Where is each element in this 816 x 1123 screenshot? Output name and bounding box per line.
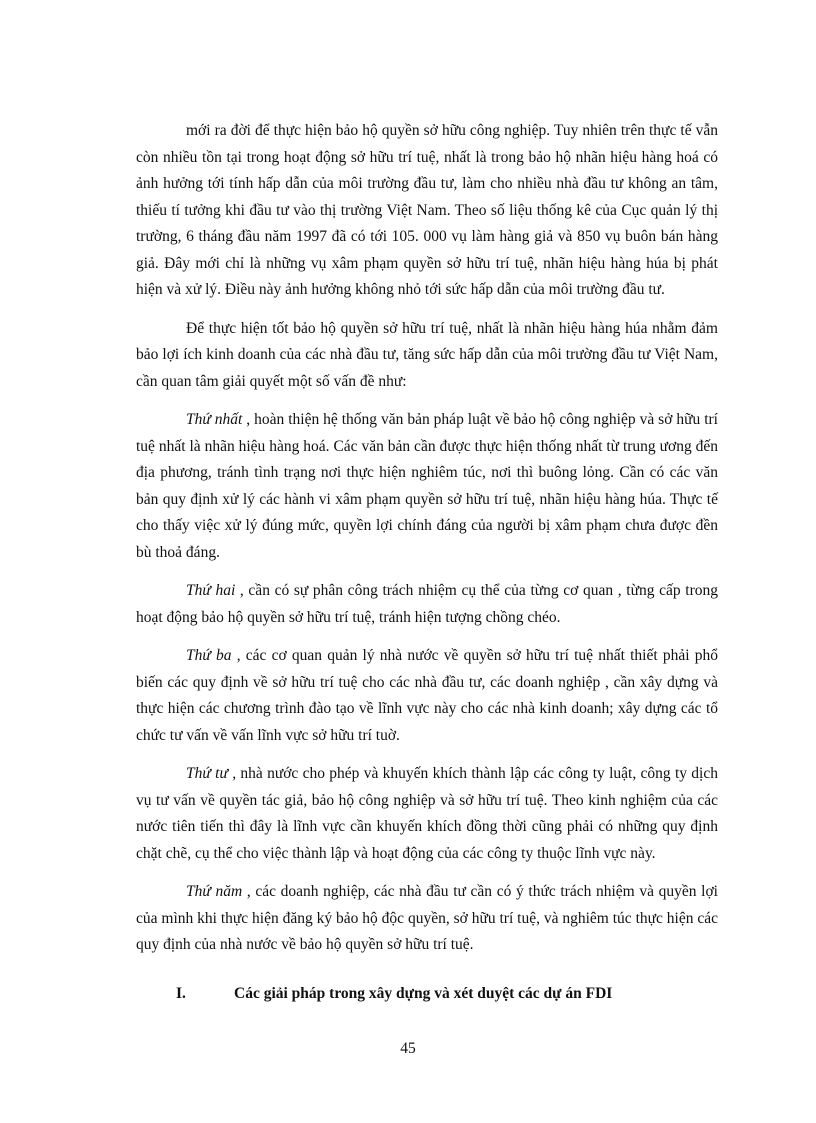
paragraph-lead: Thứ hai	[186, 582, 236, 599]
paragraph-thu-hai	[136, 578, 718, 631]
paragraph-lead: Thứ ba	[186, 647, 232, 664]
paragraph-lead: Thứ tư ,	[186, 765, 237, 782]
section-heading	[176, 985, 612, 1003]
paragraph-text: Để thực hiện tốt bảo hộ quyền sở hữu trí tuệ, nhất là nhãn hiệu hàng húa nhằm đảm bảo lợi ích kinh doanh của các nhà đầu tư, tăng sức hấp dẫn của môi trường đầu tư Việt Nam, cần quan tâm giải quyết một số vấn đề như:	[136, 319, 718, 390]
section-title: Các giải pháp trong xây dựng và xét duyệt các dự án FDI	[234, 985, 613, 1002]
paragraph-text: , hoàn thiện hệ thống văn bản pháp luật về bảo hộ công nghiệp và sở hữu trí tuệ nhất là nhãn hiệu hàng hoá. Các văn bản cần được thực hiện thống nhất từ trung ương đến địa phương, tránh tình trạng nơi thực hiện nghiêm túc, nơi thì buông lỏng. Cần có các văn bản quy định xử lý các hành vi xâm phạm quyền sở hữu trí tuệ, nhãn hiệu hàng húa. Thực tế cho thấy việc xử lý đúng mức, quyền lợi chính đáng của người bị xâm phạm chưa được đền bù thoả đáng.	[136, 411, 718, 561]
paragraph-text: , các doanh nghiệp, các nhà đầu tư cần có ý thức trách nhiệm và quyền lợi của mình khi thực hiện đăng ký bảo hộ độc quyền, sở hữu trí tuệ, và nghiêm túc thực hiện các quy định của nhà nước về bảo hộ quyền sở hữu trí tuệ.	[136, 883, 718, 953]
paragraph-thu-tu	[136, 761, 718, 867]
paragraph-lead: Thứ nhất	[186, 411, 243, 428]
paragraph-text: , các cơ quan quản lý nhà nước về quyền sở hữu trí tuệ nhất thiết phải phổ biến các quy định về sở hữu trí tuệ cho các nhà đầu tư, các doanh nghiệp , cần xây dựng và thực hiện các chương trình đào tạo về lĩnh vực này cho các nhà kinh doanh; xây dựng các tổ chức tư vấn về vấn lĩnh vực sở hữu trí tuờ.	[136, 647, 718, 744]
page-number: 45	[400, 1040, 416, 1057]
paragraph-2	[136, 316, 718, 396]
paragraph-1	[136, 118, 718, 304]
paragraph-thu-nam	[136, 879, 718, 959]
paragraph-thu-ba	[136, 643, 718, 749]
paragraph-text: nhà nước cho phép và khuyến khích thành lập các công ty luật, công ty dịch vụ tư vấn về quyền tác giả, bảo hộ công nghiệp và sở hữu trí tuệ. Theo kinh nghiệm của các nước tiên tiến thì đây là lĩnh vực cần khuyến khích đồng thời cũng phải có những quy định chặt chẽ, cụ thể cho việc thành lập và hoạt động của các công ty thuộc lĩnh vực này.	[136, 765, 718, 862]
paragraph-thu-nhat	[136, 407, 718, 566]
paragraph-lead: Thứ năm	[186, 883, 243, 900]
section-number: I.	[176, 985, 186, 1002]
body-text	[136, 118, 718, 971]
paragraph-text: , cần có sự phân công trách nhiệm cụ thể của từng cơ quan , từng cấp trong hoạt động bảo hộ quyền sở hữu trí tuệ, tránh hiện tượng chồng chéo.	[136, 582, 718, 626]
paragraph-text: mới ra đời để thực hiện bảo hộ quyền sở hữu công nghiệp. Tuy nhiên trên thực tế vẫn còn nhiều tồn tại trong hoạt động sở hữu trí tuệ, nhất là trong bảo hộ nhãn hiệu hàng hoá có ảnh hưởng tới tính hấp dẫn của môi trường đầu tư, làm cho nhiều nhà đầu tư không an tâm, thiếu tí tưởng khi đầu tư vào thị trường Việt Nam. Theo số liệu thống kê của Cục quản lý thị trường, 6 tháng đầu năm 1997 đã có tới 105. 000 vụ làm hàng giả và 850 vụ buôn bán hàng giả. Đây mới chỉ là những vụ xâm phạm quyền sở hữu trí tuệ, nhãn hiệu hàng húa bị phát hiện và xử lý. Điều này ảnh hưởng không nhỏ tới sức hấp dẫn của môi trường đầu tư.	[136, 122, 718, 298]
